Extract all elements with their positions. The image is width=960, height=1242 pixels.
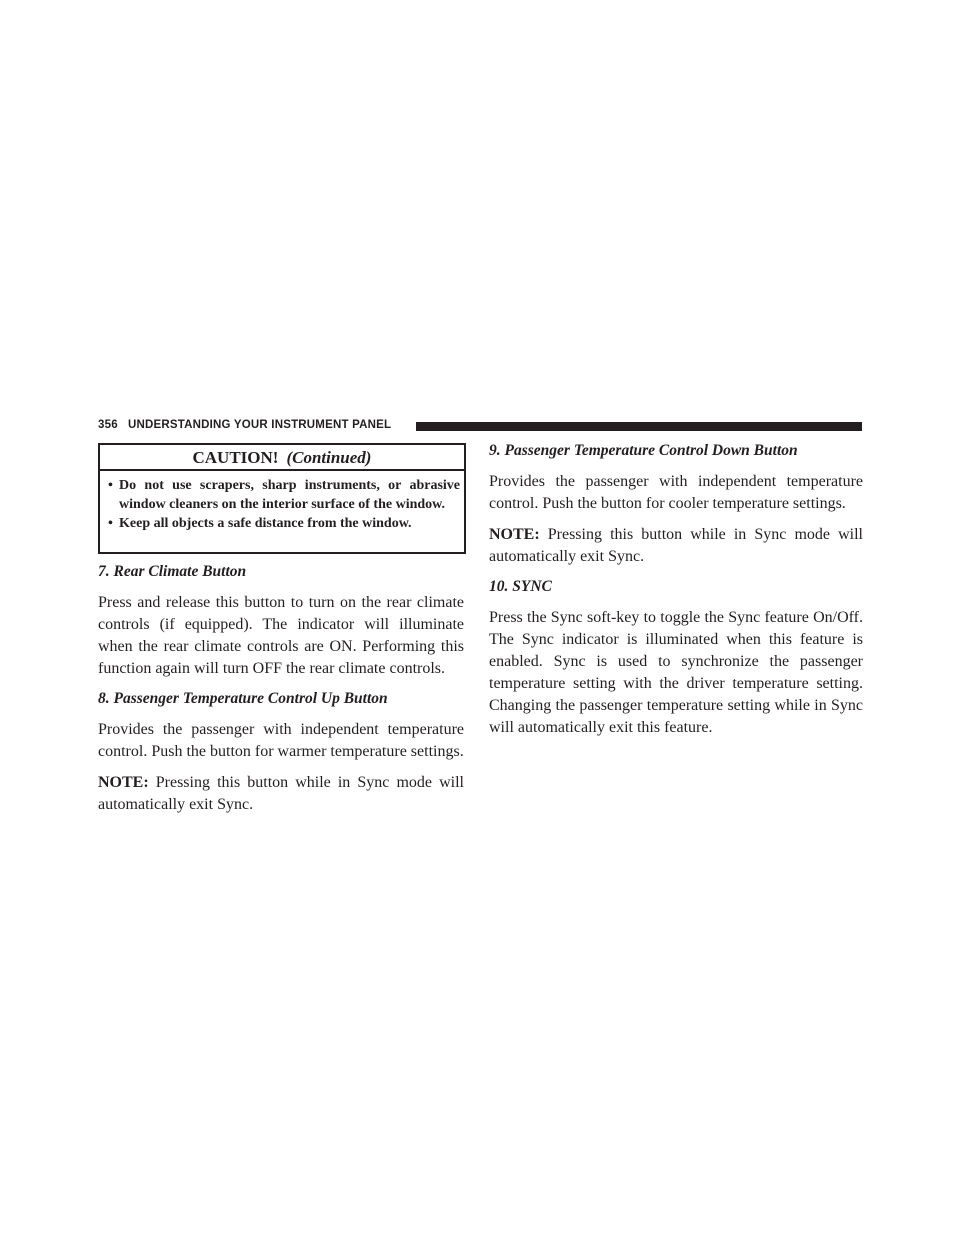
caution-title: CAUTION!	[192, 448, 279, 467]
page-header	[98, 418, 862, 436]
caution-item-text: Keep all objects a safe distance from the window.	[119, 516, 412, 531]
section-heading-8: 8. Passenger Temperature Control Up Button	[98, 690, 388, 707]
caution-item	[108, 476, 460, 514]
caution-item-text: Do not use scrapers, sharp instruments, or abrasive window cleaners on the interior surface of the window.	[119, 478, 460, 512]
caution-item	[108, 514, 460, 533]
bullet-icon: •	[108, 516, 113, 531]
note-9	[489, 524, 863, 568]
header-rule	[416, 422, 862, 431]
section-heading-10: 10. SYNC	[489, 578, 552, 595]
left-column	[98, 562, 464, 825]
section-title: UNDERSTANDING YOUR INSTRUMENT PANEL	[128, 419, 392, 431]
right-column	[489, 441, 863, 748]
section-body-9: Provides the passenger with independent temperature control. Push the button for cooler temperature settings.	[489, 473, 863, 512]
section-heading-7: 7. Rear Climate Button	[98, 563, 247, 580]
note-8	[98, 772, 464, 816]
note-text: Pressing this button while in Sync mode will automatically exit Sync.	[98, 774, 464, 813]
page-number: 356	[98, 419, 118, 431]
caution-box	[98, 443, 466, 554]
caution-header	[100, 445, 464, 471]
note-label: NOTE:	[489, 526, 540, 543]
caution-list	[100, 471, 464, 533]
note-text: Pressing this button while in Sync mode will automatically exit Sync.	[489, 526, 863, 565]
section-body-7: Press and release this button to turn on the rear climate controls (if equipped). The indicator will illuminate when the rear climate controls are ON. Performing this function again will turn OFF the rear climate controls.	[98, 594, 464, 677]
section-body-10: Press the Sync soft-key to toggle the Sync feature On/Off. The Sync indicator is illuminated when this feature is enabled. Sync is used to synchronize the passenger temperature setting with the driver temperature setting. Changing the passenger temperature setting while in Sync will automatically exit this feature.	[489, 609, 863, 736]
caution-continued: (Continued)	[286, 448, 372, 467]
note-label: NOTE:	[98, 774, 149, 791]
bullet-icon: •	[108, 478, 113, 493]
section-body-8: Provides the passenger with independent temperature control. Push the button for warmer temperature settings.	[98, 721, 464, 760]
section-heading-9: 9. Passenger Temperature Control Down Button	[489, 442, 798, 459]
